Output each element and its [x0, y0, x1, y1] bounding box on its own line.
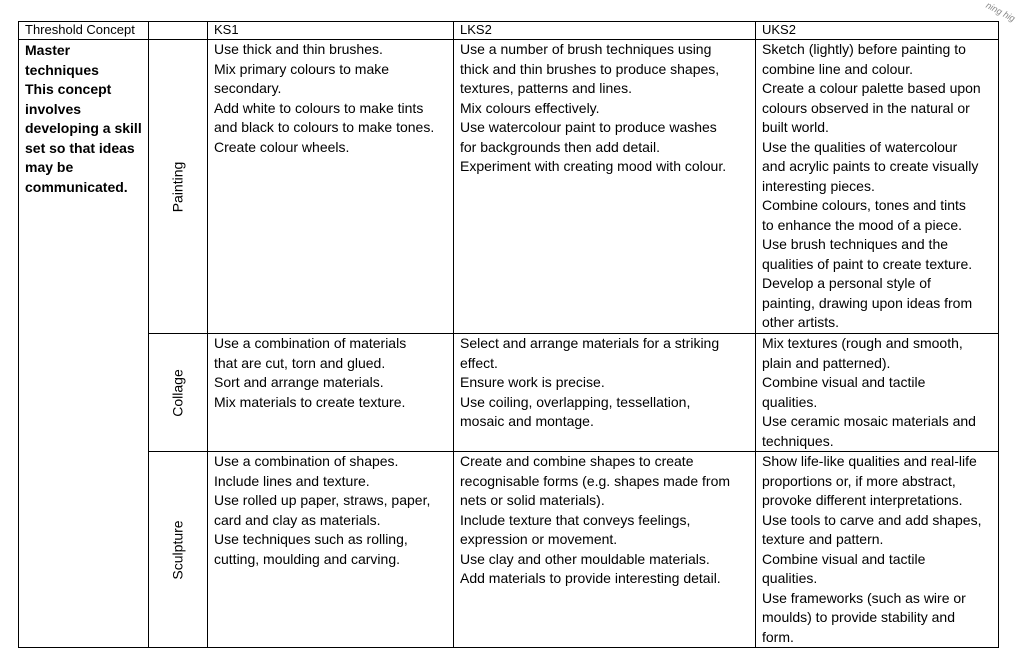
cell-line: Use tools to carve and add shapes,: [762, 511, 982, 528]
cell-line: cutting, moulding and carving.: [214, 550, 400, 567]
cell-line: for backgrounds then add detail.: [460, 138, 661, 155]
painting-lks2-cell: [454, 40, 756, 334]
concept-line: techniques: [25, 61, 99, 78]
cell-line: Create colour wheels.: [214, 138, 350, 155]
cell-line: built world.: [762, 119, 829, 135]
cell-line: Use coiling, overlapping, tessellation,: [460, 393, 691, 410]
row-label-collage: [149, 334, 208, 452]
header-lks2: LKS2: [454, 22, 756, 40]
cell-line: Include texture that conveys feelings,: [460, 511, 691, 528]
concept-line: Master: [25, 42, 71, 58]
cell-line: recognisable forms (e.g. shapes made from: [460, 472, 731, 489]
cell-line: Use clay and other mouldable materials.: [460, 550, 710, 567]
collage-uks2-cell: [756, 334, 999, 452]
cell-line: provoke different interpretations.: [762, 492, 963, 508]
cell-line: Experiment with creating mood with colour.: [460, 158, 727, 174]
cell-line: Use a combination of shapes.: [214, 453, 399, 469]
collage-ks1-cell: [208, 334, 454, 452]
cell-line: Develop a personal style of: [762, 275, 931, 291]
sculpture-ks1-cell: [208, 452, 454, 648]
cell-line: plain and patterned).: [762, 354, 891, 371]
cell-line: painting, drawing upon ideas from: [762, 294, 973, 311]
row-label-sculpture: [149, 452, 208, 648]
cell-line: Use a combination of materials: [214, 335, 407, 351]
cell-line: and black to colours to make tones.: [214, 119, 435, 135]
cell-line: Add materials to provide interesting detail.: [460, 570, 721, 586]
cell-line: Include lines and texture.: [214, 472, 370, 489]
cell-line: Mix colours effectively.: [460, 99, 600, 116]
cell-line: Use ceramic mosaic materials and: [762, 413, 976, 429]
sculpture-uks2-cell: [756, 452, 999, 648]
concept-line: involves: [25, 100, 82, 117]
cell-line: combine line and colour.: [762, 60, 913, 77]
header-threshold-concept: Threshold Concept: [19, 22, 149, 40]
cell-line: textures, patterns and lines.: [460, 80, 632, 96]
row-label-painting: [149, 40, 208, 334]
cell-line: Use a number of brush techniques using: [460, 41, 712, 57]
concept-line: communicated.: [25, 178, 128, 195]
collage-row: [19, 334, 999, 452]
cell-line: qualities.: [762, 570, 818, 586]
cell-line: mosaic and montage.: [460, 413, 594, 429]
cell-line: interesting pieces.: [762, 177, 875, 194]
cell-line: Sketch (lightly) before painting to: [762, 41, 966, 57]
cell-line: Combine colours, tones and tints: [762, 197, 966, 213]
cell-line: other artists.: [762, 314, 840, 330]
cell-line: Show life-like qualities and real-life: [762, 453, 977, 469]
cell-line: Sort and arrange materials.: [214, 374, 384, 390]
cell-line: Use watercolour paint to produce washes: [460, 119, 717, 135]
cell-line: Use rolled up paper, straws, paper,: [214, 492, 431, 508]
cell-line: Use frameworks (such as wire or: [762, 589, 966, 606]
row-label-text: Painting: [169, 161, 186, 212]
cell-line: qualities.: [762, 393, 818, 410]
concept-description: [19, 40, 149, 648]
cell-line: nets or solid materials).: [460, 492, 605, 508]
header-ks1: KS1: [208, 22, 454, 40]
row-label-text: Collage: [169, 368, 186, 417]
row-label-text: Sculpture: [169, 519, 186, 580]
cell-line: moulds) to provide stability and: [762, 609, 955, 625]
cell-line: to enhance the mood of a piece.: [762, 216, 963, 233]
cell-line: Use brush techniques and the: [762, 236, 949, 252]
cell-line: Create a colour palette based upon: [762, 80, 981, 96]
cell-line: Add white to colours to make tints: [214, 99, 424, 116]
cell-line: texture and pattern.: [762, 531, 884, 547]
concept-line: This concept: [25, 81, 112, 97]
cell-line: Use techniques such as rolling,: [214, 531, 408, 547]
cell-line: card and clay as materials.: [214, 511, 381, 528]
cell-line: thick and thin brushes to produce shapes,: [460, 60, 720, 77]
cell-line: Use the qualities of watercolour: [762, 138, 958, 155]
cell-line: Combine visual and tactile: [762, 374, 926, 390]
cell-line: Ensure work is precise.: [460, 374, 605, 390]
cell-line: Use thick and thin brushes.: [214, 41, 383, 57]
concept-line: set so that ideas: [25, 139, 135, 156]
cell-line: proportions or, if more abstract,: [762, 472, 956, 489]
cell-line: expression or movement.: [460, 531, 618, 547]
cell-line: Mix textures (rough and smooth,: [762, 335, 963, 351]
cell-line: Combine visual and tactile: [762, 550, 926, 567]
painting-row: [19, 40, 999, 334]
cell-line: colours observed in the natural or: [762, 99, 970, 116]
collage-lks2-cell: [454, 334, 756, 452]
cell-line: Create and combine shapes to create: [460, 453, 694, 469]
cell-line: form.: [762, 628, 794, 645]
cell-line: that are cut, torn and glued.: [214, 354, 386, 371]
painting-ks1-cell: [208, 40, 454, 334]
sculpture-lks2-cell: [454, 452, 756, 648]
painting-uks2-cell: [756, 40, 999, 334]
concept-line: may be: [25, 159, 74, 175]
header-uks2: UKS2: [756, 22, 999, 40]
cell-line: effect.: [460, 354, 498, 371]
sculpture-row: [19, 452, 999, 648]
cell-line: qualities of paint to create texture.: [762, 255, 973, 272]
page-corner-fragment: ning hig: [984, 0, 1017, 24]
cell-line: and acrylic paints to create visually: [762, 158, 979, 174]
cell-line: Mix materials to create texture.: [214, 393, 406, 410]
cell-line: Mix primary colours to make: [214, 60, 390, 77]
header-row: [19, 22, 999, 40]
cell-line: Select and arrange materials for a striking: [460, 335, 720, 351]
threshold-concept-table: [18, 21, 999, 648]
cell-line: techniques.: [762, 432, 834, 449]
concept-line: developing a skill: [25, 120, 142, 136]
header-blank: [149, 22, 208, 40]
cell-line: secondary.: [214, 80, 282, 96]
